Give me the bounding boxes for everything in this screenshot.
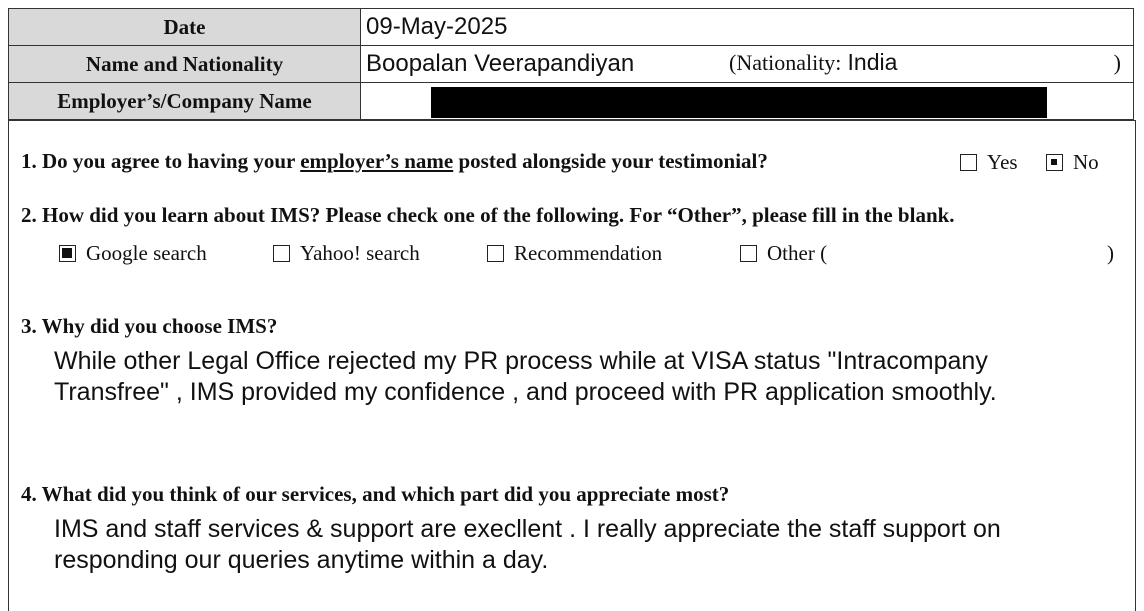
q1-yes-option[interactable] [960, 149, 1018, 175]
q1-no-option[interactable] [1046, 149, 1099, 175]
q2-other-checkbox[interactable] [740, 245, 757, 262]
nationality-prefix: (Nationality: [729, 50, 842, 75]
q1-yes-label: Yes [987, 149, 1018, 174]
q2-yahoo-checkbox[interactable] [273, 245, 290, 262]
name-label: Name and Nationality [9, 46, 361, 83]
question-1-suffix: posted alongside your testimonial? [453, 149, 768, 173]
q2-option-google[interactable] [59, 239, 207, 267]
q2-option-yahoo[interactable] [273, 239, 420, 267]
q2-recommendation-checkbox[interactable] [487, 245, 504, 262]
name-value[interactable]: Boopalan Veerapandiyan [366, 50, 635, 77]
question-4: 4. What did you think of our services, and which part did you appreciate most? [21, 482, 730, 506]
answer-3-line-1[interactable]: While other Legal Office rejected my PR process while at VISA status "Intracompany [54, 347, 988, 375]
questionnaire-body [8, 120, 1136, 611]
q2-google-checkbox[interactable] [59, 245, 76, 262]
question-1-prefix: 1. Do you agree to having your [21, 149, 301, 173]
q1-no-checkbox[interactable] [1046, 154, 1063, 171]
name-row [9, 46, 1134, 83]
q2-yahoo-label: Yahoo! search [300, 240, 420, 265]
q2-option-other[interactable] [740, 239, 827, 267]
q1-yes-checkbox[interactable] [960, 154, 977, 171]
answer-4-line-1[interactable]: IMS and staff services & support are execllent . I really appreciate the staff support on [54, 515, 1001, 543]
employer-cell[interactable] [361, 83, 1134, 120]
nationality-value[interactable]: India [847, 49, 898, 75]
q2-option-recommendation[interactable] [487, 239, 662, 267]
name-cell[interactable] [361, 46, 1134, 83]
q2-other-close: ) [1107, 240, 1114, 265]
q2-google-label: Google search [86, 240, 207, 265]
redaction-bar [431, 87, 1047, 118]
question-1 [21, 149, 768, 174]
answer-3-line-2[interactable]: Transfree" , IMS provided my confidence , and proceed with PR application smoothly. [54, 378, 997, 406]
nationality-close: ) [1113, 50, 1121, 75]
header-table [8, 8, 1134, 120]
answer-4-line-2[interactable]: responding our queries anytime within a day. [54, 546, 549, 574]
date-row [9, 9, 1134, 46]
employer-label: Employer’s/Company Name [9, 83, 361, 120]
question-2: 2. How did you learn about IMS? Please check one of the following. For “Other”, please fill in the blank. [21, 203, 955, 227]
question-1-underlined: employer’s name [300, 149, 454, 173]
q2-other-label: Other ( [767, 240, 828, 265]
nationality-group [729, 49, 897, 76]
question-3: 3. Why did you choose IMS? [21, 314, 278, 338]
q1-no-label: No [1073, 149, 1099, 174]
date-label: Date [9, 9, 361, 46]
date-value[interactable]: 09-May-2025 [361, 9, 1134, 46]
q2-recommendation-label: Recommendation [514, 240, 663, 265]
employer-row [9, 83, 1134, 120]
